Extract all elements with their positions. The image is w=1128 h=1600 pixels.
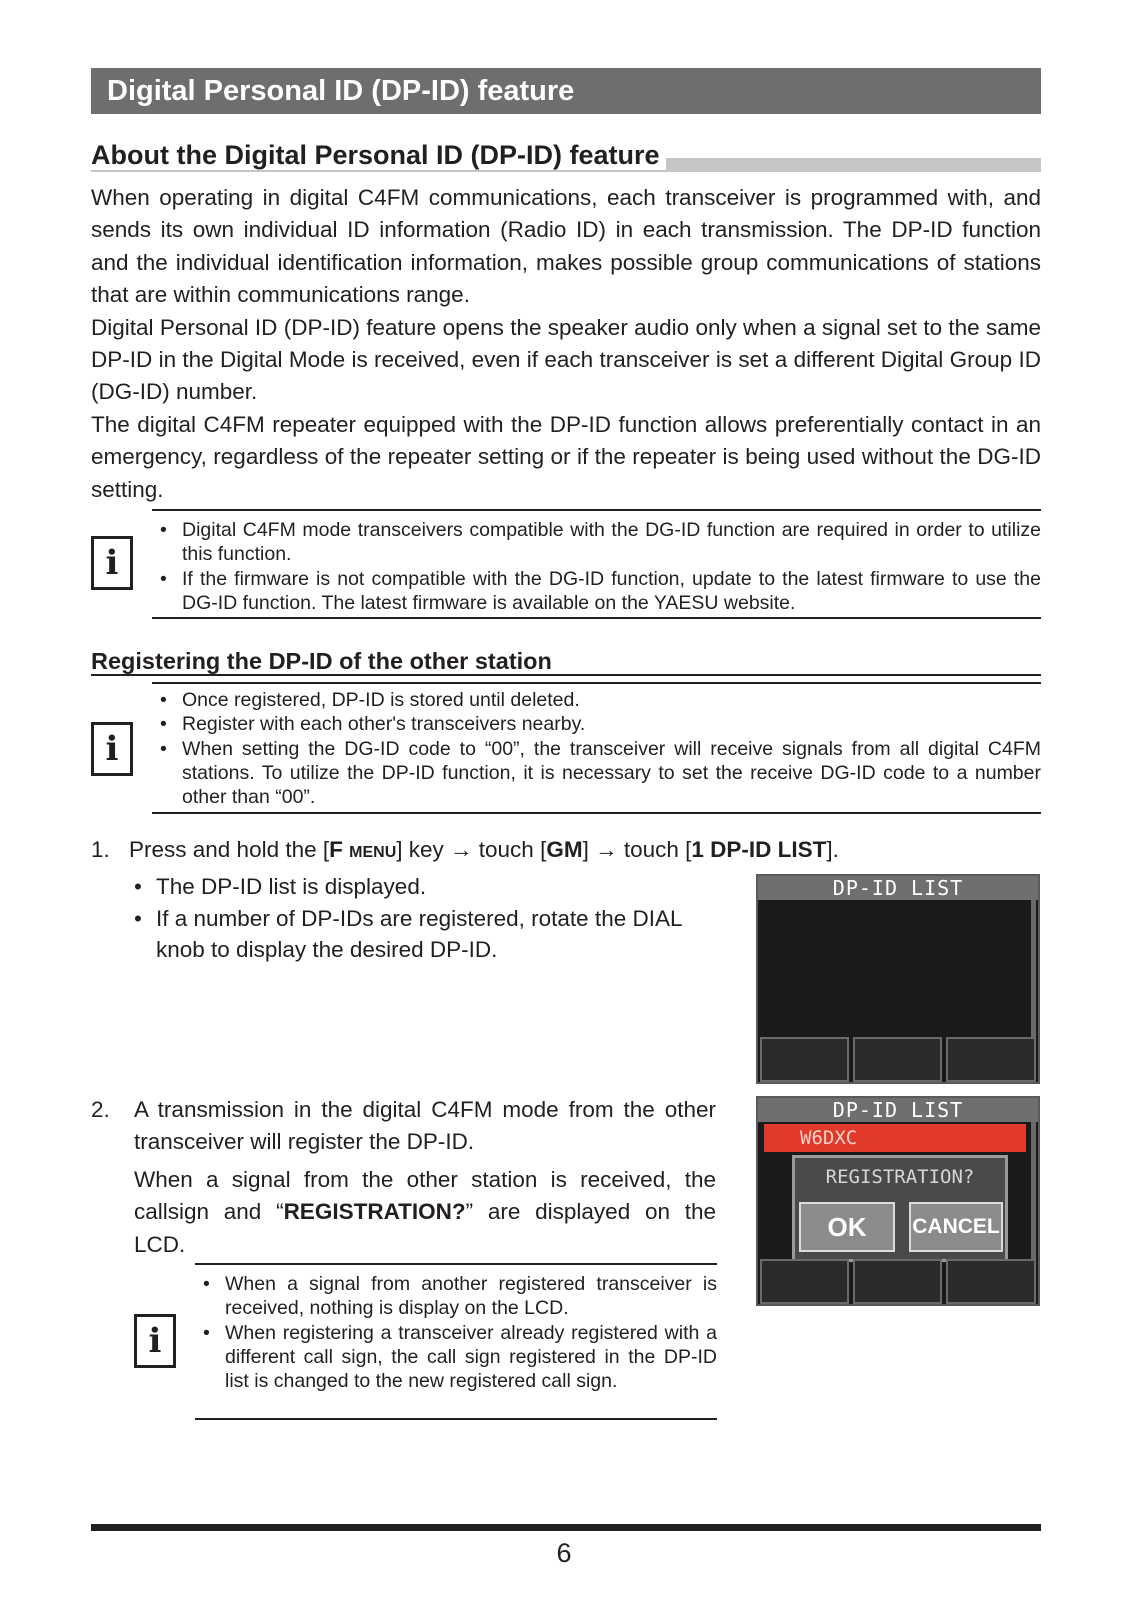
footer-rule xyxy=(91,1524,1041,1531)
note-2-top-rule xyxy=(152,682,1041,684)
step-2-line-2-text: ” are displayed on the LCD. xyxy=(134,1199,716,1257)
step-1-number: 1. xyxy=(91,837,110,862)
lcd-scrollbar xyxy=(1031,1122,1036,1262)
step-1-text: ] xyxy=(582,837,596,862)
note-3-item-2: • When registering a transceiver already registered with a different call sign, the call sign registered in the DP-ID list is changed to the new registered call sign. xyxy=(195,1321,717,1394)
step-1-text: touch [ xyxy=(472,837,547,862)
note-3-item-1: • When a signal from another registered transceiver is received, nothing is display on the LCD. xyxy=(195,1272,717,1321)
note-1-item-1: • Digital C4FM mode transceivers compatible with the DG-ID function are required in order to utilize this function. xyxy=(152,518,1041,567)
arrow-icon: → xyxy=(450,837,473,862)
step-2 xyxy=(91,1094,716,1261)
note-1-item-2: • If the firmware is not compatible with the DG-ID function, update to the latest firmware to use the DG-ID function. The latest firmware is available on the YAESU website. xyxy=(152,567,1041,616)
key-gm: GM xyxy=(546,837,583,862)
lcd-soft-button-1[interactable] xyxy=(760,1259,849,1304)
key-menu: MENU xyxy=(349,844,397,861)
step-1-bullet-2: • If a number of DP-IDs are registered, rotate the DIAL knob to display the desired DP-ID. xyxy=(130,903,720,966)
registration-dialog xyxy=(792,1155,1008,1262)
section-heading-about xyxy=(91,140,666,171)
lcd-title: DP-ID LIST xyxy=(758,876,1038,900)
note-1-list xyxy=(152,518,1041,615)
registration-keyword: REGISTRATION? xyxy=(283,1199,466,1225)
info-icon: i xyxy=(91,722,133,776)
section-heading-register: Registering the DP-ID of the other station xyxy=(91,648,552,674)
step-1-text: touch [ xyxy=(617,837,692,862)
about-paragraph-1: When operating in digital C4FM communications, each transceiver is programmed with, and sends its own individual ID information (Radio ID) in each transmission. The DP-ID function and the individual identification information, makes possible group communications of stations that are within communications range. xyxy=(91,185,1041,308)
step-1-text: ]. xyxy=(826,837,839,862)
key-f: F xyxy=(329,837,350,862)
note-2-item-1: • Once registered, DP-ID is stored until deleted. xyxy=(152,688,1041,712)
page-title-banner: Digital Personal ID (DP-ID) feature xyxy=(91,68,1041,114)
cancel-button[interactable]: CANCEL xyxy=(909,1202,1003,1252)
lcd-soft-button-2[interactable] xyxy=(853,1259,942,1304)
step-1-bullet-1: • The DP-ID list is displayed. xyxy=(130,871,720,903)
about-paragraph-3: The digital C4FM repeater equipped with the DP-ID function allows preferentially contact in an emergency, regardless of the repeater setting or if the repeater is being used without the DG-ID setting. xyxy=(91,411,1041,502)
note-3-list xyxy=(195,1272,717,1393)
note-1-bottom-rule xyxy=(152,617,1041,619)
section-heading-about-text: About the Digital Personal ID (DP-ID) feature xyxy=(91,140,666,170)
step-2-line-2 xyxy=(134,1164,716,1261)
note-2-list xyxy=(152,688,1041,809)
step-2-line-2-text: When a signal from the other station is received, the callsign and “ xyxy=(134,1166,716,1225)
lcd-soft-button-3[interactable] xyxy=(946,1259,1036,1304)
step-1 xyxy=(91,834,1041,869)
registration-prompt: REGISTRATION? xyxy=(825,1166,975,1188)
lcd-soft-button-3[interactable] xyxy=(946,1037,1036,1082)
note-2-bottom-rule xyxy=(152,812,1041,814)
note-2-item-3: • When setting the DG-ID code to “00”, the transceiver will receive signals from all digital C4FM stations. To utilize the DP-ID function, it is necessary to set the receive DG-ID code to a number other than “00”. xyxy=(152,737,1041,810)
about-paragraph-2: Digital Personal ID (DP-ID) feature opens the speaker audio only when a signal set to the same DP-ID in the Digital Mode is received, even if each transceiver is set a different Digital Group ID (DG-ID) number. xyxy=(91,314,1041,405)
lcd-title: DP-ID LIST xyxy=(758,1098,1038,1122)
lcd-soft-button-2[interactable] xyxy=(853,1037,942,1082)
lcd-scrollbar xyxy=(1031,900,1036,1040)
ok-button[interactable]: OK xyxy=(799,1202,895,1252)
note-3-top-rule xyxy=(195,1263,717,1265)
lcd-screen-registration xyxy=(756,1096,1040,1306)
step-1-bullets xyxy=(130,871,720,966)
page-number: 6 xyxy=(556,1538,572,1568)
key-dp-id-list: 1 DP-ID LIST xyxy=(691,837,827,862)
info-icon: i xyxy=(91,536,133,590)
step-1-text: ] key xyxy=(396,837,451,862)
note-3-bottom-rule xyxy=(195,1418,717,1420)
note-2-item-2: • Register with each other's transceivers nearby. xyxy=(152,712,1041,736)
lcd-soft-button-1[interactable] xyxy=(760,1037,849,1082)
step-2-line-1: A transmission in the digital C4FM mode from the other transceiver will register the DP-ID. xyxy=(134,1097,716,1155)
step-1-text: Press and hold the [ xyxy=(129,837,330,862)
note-1-top-rule xyxy=(152,509,1041,511)
about-body xyxy=(91,182,1041,506)
arrow-icon: → xyxy=(595,837,618,862)
lcd-screen-dp-id-list xyxy=(756,874,1040,1084)
info-icon: i xyxy=(134,1314,176,1368)
register-heading-rule xyxy=(91,674,1041,676)
step-2-number: 2. xyxy=(91,1097,110,1122)
lcd-callsign-row: W6DXC xyxy=(764,1124,1026,1152)
